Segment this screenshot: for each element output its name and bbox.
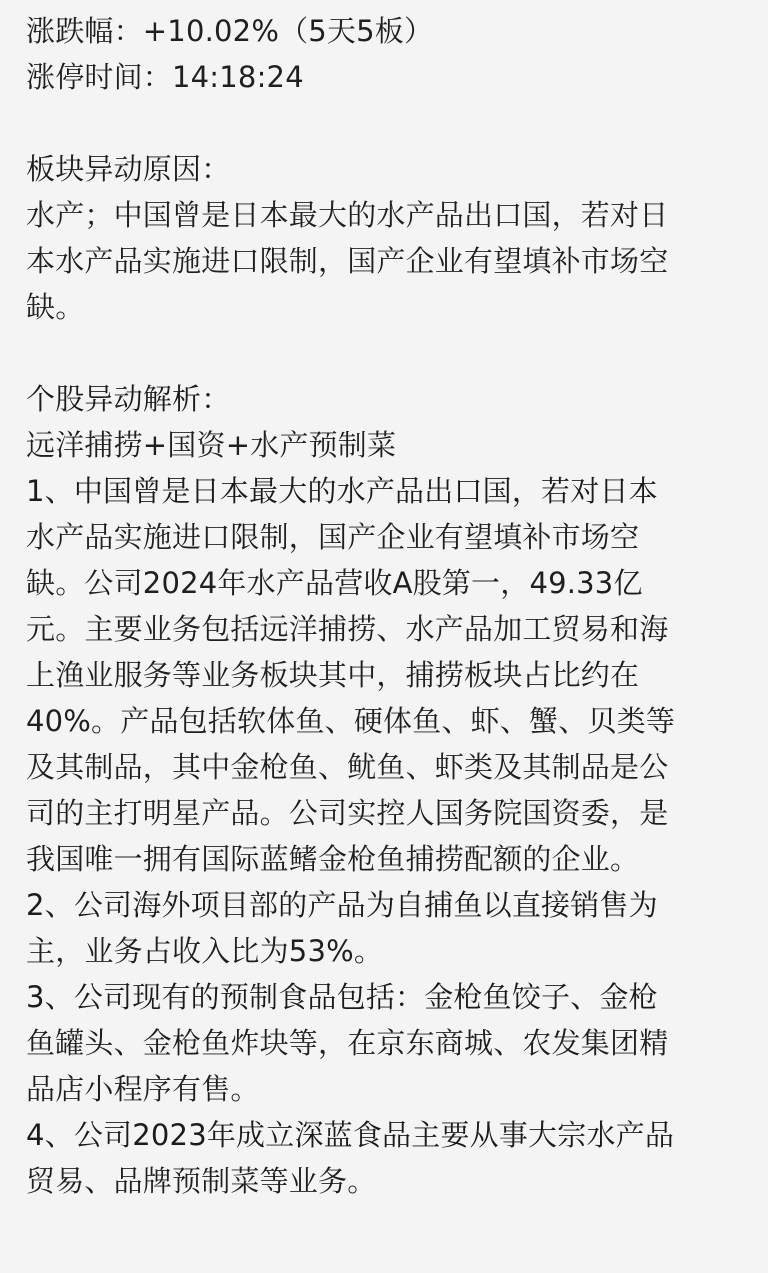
analysis-line: 40%。产品包括软体鱼、硬体鱼、虾、蟹、贝类等 bbox=[26, 704, 676, 738]
stock-tags-line: 远洋捕捞+国资+水产预制菜 bbox=[26, 428, 397, 462]
analysis-line: 元。主要业务包括远洋捕捞、水产品加工贸易和海 bbox=[26, 612, 669, 646]
price-change-line: 涨跌幅：+10.02%（5天5板） bbox=[26, 14, 434, 48]
stock-analysis-heading: 个股异动解析： bbox=[26, 382, 231, 416]
sector-reason-line: 水产；中国曾是日本最大的水产品出口国，若对日 bbox=[26, 198, 669, 232]
analysis-line: 司的主打明星产品。公司实控人国务院国资委，是 bbox=[26, 796, 669, 830]
analysis-line: 品店小程序有售。 bbox=[26, 1072, 260, 1106]
analysis-line: 缺。公司2024年水产品营收A股第一，49.33亿 bbox=[26, 566, 643, 600]
analysis-line: 2、公司海外项目部的产品为自捕鱼以直接销售为 bbox=[26, 888, 658, 922]
analysis-line: 贸易、品牌预制菜等业务。 bbox=[26, 1164, 377, 1198]
sector-reason-heading: 板块异动原因： bbox=[26, 152, 231, 186]
limit-up-time-line: 涨停时间：14:18:24 bbox=[26, 60, 304, 94]
analysis-line: 鱼罐头、金枪鱼炸块等，在京东商城、农发集团精 bbox=[26, 1026, 669, 1060]
analysis-line: 4、公司2023年成立深蓝食品主要从事大宗水产品 bbox=[26, 1118, 675, 1152]
analysis-line: 上渔业服务等业务板块其中，捕捞板块占比约在 bbox=[26, 658, 640, 692]
analysis-line: 3、公司现有的预制食品包括：金枪鱼饺子、金枪 bbox=[26, 980, 658, 1014]
paragraph-spacer bbox=[26, 100, 742, 146]
analysis-line: 我国唯一拥有国际蓝鳍金枪鱼捕捞配额的企业。 bbox=[26, 842, 640, 876]
analysis-line: 及其制品，其中金枪鱼、鱿鱼、虾类及其制品是公 bbox=[26, 750, 669, 784]
analysis-line: 主，业务占收入比为53%。 bbox=[26, 934, 384, 968]
analysis-line: 水产品实施进口限制，国产企业有望填补市场空 bbox=[26, 520, 640, 554]
analysis-line: 1、中国曾是日本最大的水产品出口国，若对日本 bbox=[26, 474, 658, 508]
paragraph-spacer bbox=[26, 330, 742, 376]
sector-reason-line: 本水产品实施进口限制，国产企业有望填补市场空 bbox=[26, 244, 669, 278]
sector-reason-line: 缺。 bbox=[26, 290, 85, 324]
